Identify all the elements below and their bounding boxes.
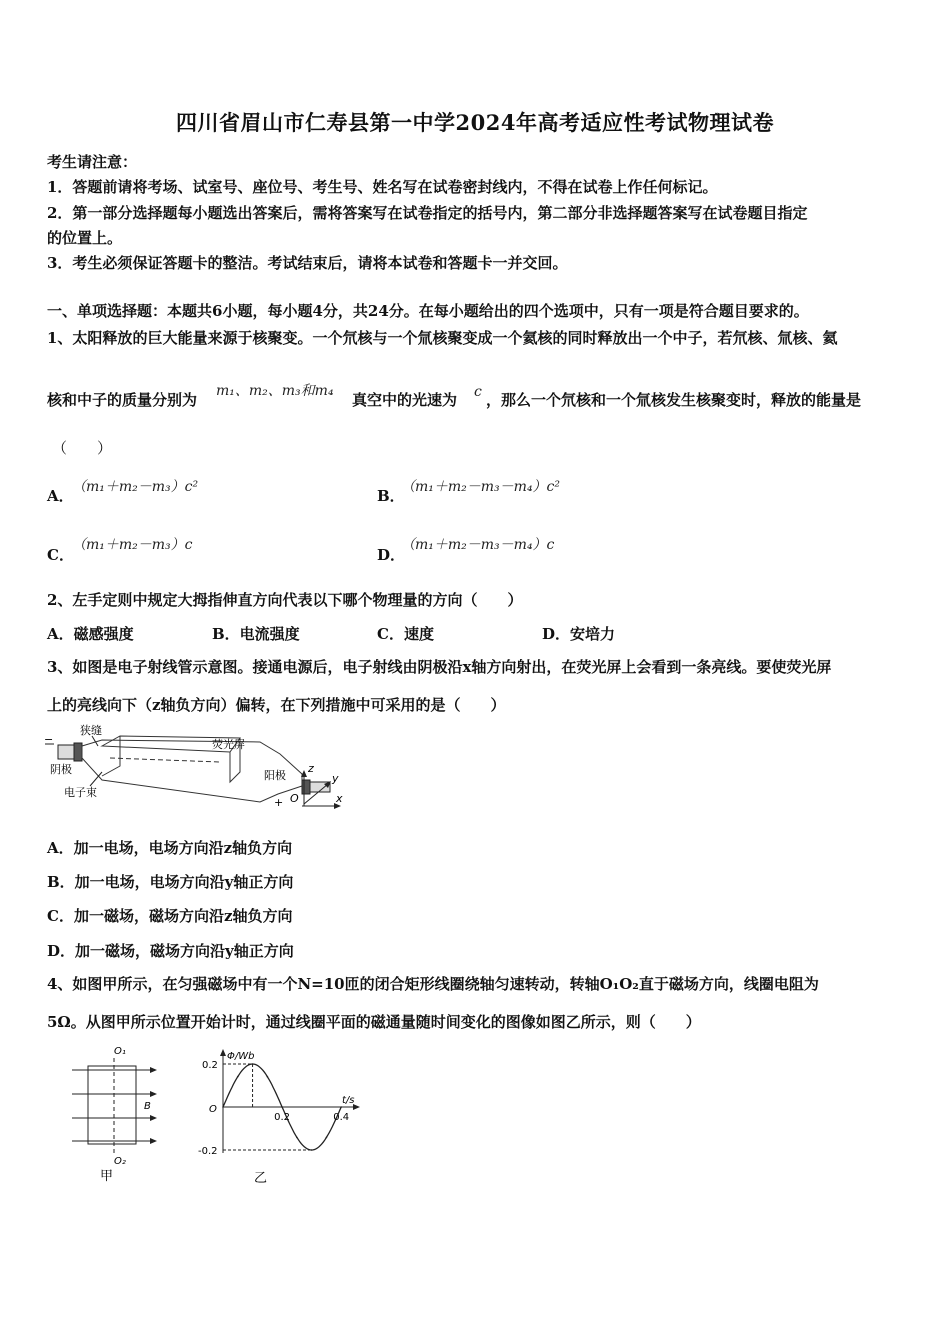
q3-option-b: B．加一电场，电场方向沿y轴正方向 (47, 873, 294, 891)
q1-line1: 1、太阳释放的巨大能量来源于核聚变。一个氘核与一个氚核聚变成一个氦核的同时释放出一个中子，若氘核、氚核、氦 (47, 329, 838, 347)
svg-text:O₂: O₂ (114, 1156, 126, 1167)
q1-option-d-label: D． (377, 546, 406, 564)
chart-y-tick-label: -0.2 (198, 1146, 218, 1157)
svg-text:阳极: 阳极 (264, 769, 286, 782)
svg-text:z: z (308, 762, 314, 775)
page-title: 四川省眉山市仁寿县第一中学2024年高考适应性考试物理试卷 (176, 110, 774, 135)
notice-heading: 考生请注意： (47, 153, 138, 171)
flux-data-point (222, 1106, 224, 1108)
q1-c: c (474, 384, 482, 400)
q1-answer-paren: （ ） (52, 439, 113, 457)
q1-line2c: ，那么一个氘核和一个氚核发生核聚变时，释放的能量是 (486, 391, 862, 409)
chart-origin: O (209, 1104, 217, 1115)
q2-option-a: A．磁感强度 (47, 625, 134, 643)
q1-option-a-label: A． (47, 487, 74, 505)
svg-text:甲: 甲 (100, 1169, 114, 1184)
q1-option-b-expr: （m₁＋m₂－m₃－m₄）c² (401, 479, 561, 495)
svg-text:B: B (144, 1101, 151, 1112)
q1-option-a-expr: （m₁＋m₂－m₃）c² (72, 479, 199, 495)
flux-data-point (237, 1076, 239, 1078)
q2-option-d: D．安培力 (542, 625, 616, 643)
chart-xlabel: t/s (342, 1095, 355, 1106)
q3-line2: 上的亮线向下（z轴负方向）偏转，在下列措施中可采用的是（ ） (47, 696, 506, 714)
q1-masses: m₁、m₂、m₃和m₄ (216, 383, 334, 399)
svg-text:−: − (44, 733, 54, 746)
q1-option-c-label: C． (47, 546, 74, 564)
flux-data-point (326, 1137, 328, 1139)
flux-data-point (281, 1106, 283, 1108)
q1-option-b-label: B． (377, 487, 405, 505)
q3-option-c: C．加一磁场，磁场方向沿z轴负方向 (47, 907, 293, 925)
q2-option-b: B．电流强度 (212, 625, 300, 643)
svg-text:x: x (336, 792, 343, 805)
chart-x-tick-label: 0.2 (274, 1112, 291, 1123)
flux-data-point (340, 1106, 342, 1108)
q3-option-d: D．加一磁场，磁场方向沿y轴正方向 (47, 942, 294, 960)
section-heading: 一、单项选择题：本题共6小题，每小题4分，共24分。在每小题给出的四个选项中，只有一项是符合题目要求的。 (47, 302, 809, 320)
q1-line2a: 核和中子的质量分别为 (47, 391, 198, 409)
svg-text:阴极: 阴极 (50, 763, 72, 776)
svg-text:电子束: 电子束 (64, 786, 97, 799)
notice-item: 1．答题前请将考场、试室号、座位号、考生号、姓名写在试卷密封线内，不得在试卷上作任何标记。 (47, 178, 718, 196)
q2-option-c: C．速度 (377, 625, 434, 643)
chart-ylabel: Φ/Wb (227, 1051, 255, 1062)
flux-data-point (311, 1149, 313, 1151)
q1-option-c-expr: （m₁＋m₂－m₃）c (72, 537, 193, 553)
notice-item: 3．考生必须保证答题卡的整洁。考试结束后，请将本试卷和答题卡一并交回。 (47, 254, 568, 272)
q1-line2b: 真空中的光速为 (352, 391, 458, 409)
svg-text:狭缝: 狭缝 (80, 724, 102, 737)
svg-text:y: y (332, 772, 339, 785)
svg-text:+: + (274, 796, 284, 809)
chart-caption: 乙 (254, 1171, 268, 1186)
chart-y-tick-label: 0.2 (202, 1060, 218, 1071)
flux-time-chart (196, 1048, 366, 1186)
flux-data-point (296, 1137, 298, 1139)
svg-text:O: O (290, 792, 299, 805)
notice-item: 的位置上。 (47, 229, 123, 247)
notice-item: 2．第一部分选择题每小题选出答案后，需将答案写在试卷指定的括号内，第二部分非选择题答案写在试卷题目指定 (47, 204, 808, 222)
svg-text:O₁: O₁ (114, 1046, 126, 1057)
svg-text:荧光屏: 荧光屏 (212, 738, 245, 751)
q3-option-a: A．加一电场，电场方向沿z轴负方向 (47, 839, 293, 857)
q4-line2: 5Ω。从图甲所示位置开始计时，通过线圈平面的磁通量随时间变化的图像如图乙所示，则（ ） (47, 1013, 701, 1031)
chart-x-tick-label: 0.4 (333, 1112, 350, 1123)
cathode-ray-tube-figure (40, 722, 350, 818)
coil-figure-jia (64, 1040, 174, 1185)
q4-line1: 4、如图甲所示，在匀强磁场中有一个N=10匝的闭合矩形线圈绕轴匀速转动，转轴O₁O₂直于磁场方向，线圈电阻为 (47, 975, 819, 993)
q1-option-d-expr: （m₁＋m₂－m₃－m₄）c (401, 537, 555, 553)
flux-data-point (267, 1076, 269, 1078)
q2-stem: 2、左手定则中规定大拇指伸直方向代表以下哪个物理量的方向（ ） (47, 591, 523, 609)
q3-line1: 3、如图是电子射线管示意图。接通电源后，电子射线由阴极沿x轴方向射出，在荧光屏上会看到一条亮线。要使荧光屏 (47, 658, 832, 676)
